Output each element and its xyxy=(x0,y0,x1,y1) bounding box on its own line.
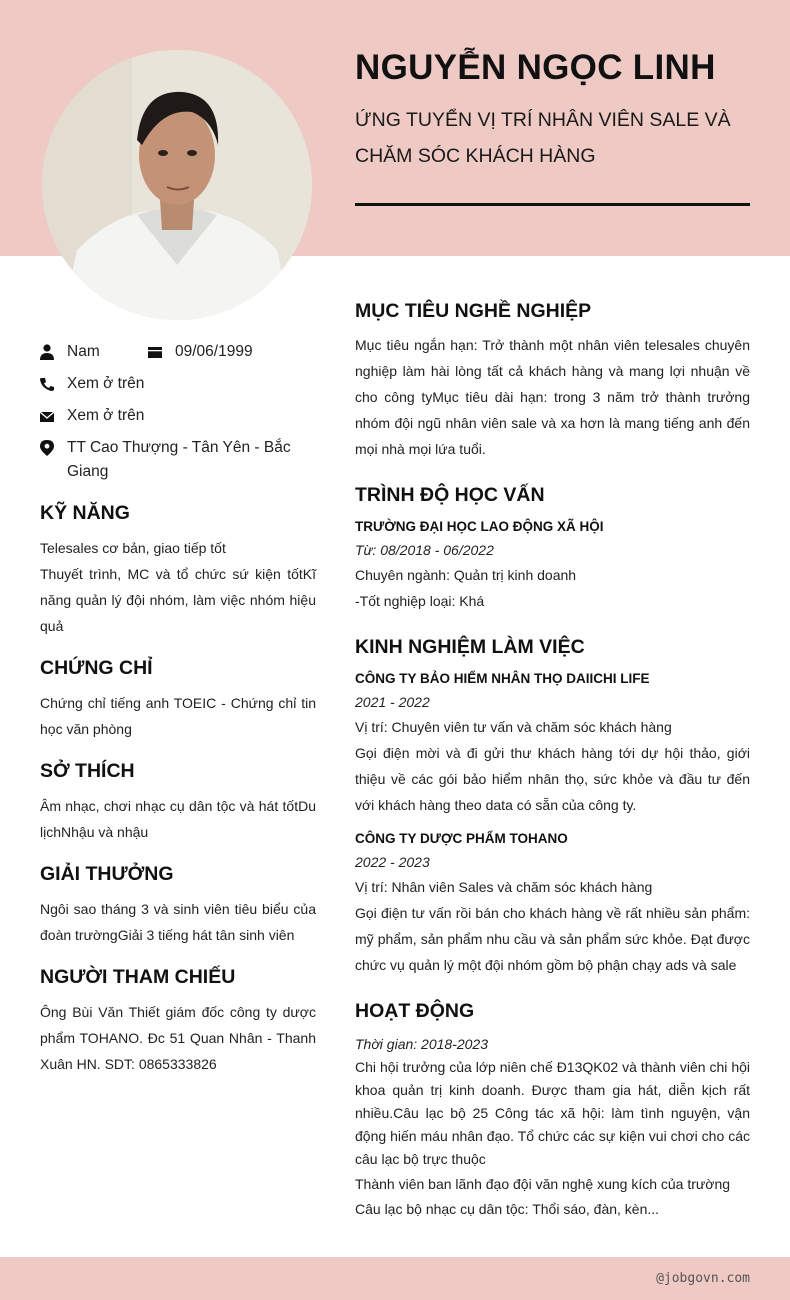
activity-line: Chi hội trưởng của lớp niên chế Đ13QK02 và thành viên chi hội khoa quản trị kinh doanh. Được tham gia hát, diễn kịch rất nhiều.Câu lạc bộ 25 Công tác xã hội: làm tình nguyện, vận động hiến máu nhân đạo. Tổ chức các sự kiện vui chơi cho các câu lạc bộ trực thuộc xyxy=(355,1059,750,1167)
activities-section xyxy=(355,1000,750,1221)
skills-line: Thuyết trình, MC và tổ chức sứ kiện tốtKĩ năng quản lý đội nhóm, làm việc nhóm hiệu quả xyxy=(40,566,316,634)
profile-photo-illustration xyxy=(42,50,312,320)
experience-section xyxy=(355,636,750,978)
person-icon xyxy=(40,344,54,360)
footer-watermark: @jobgovn.com xyxy=(656,1271,750,1286)
certificates-text: Chứng chỉ tiếng anh TOEIC - Chứng chỉ tin học văn phòng xyxy=(40,695,316,737)
awards-heading: GIẢI THƯỞNG xyxy=(40,863,174,885)
job-period: 2021 - 2022 xyxy=(355,694,430,710)
gender-value: Nam xyxy=(67,343,100,360)
objective-text: Mục tiêu ngắn hạn: Trở thành một nhân viên telesales chuyên nghiệp làm hài lòng tất cả khách hàng và mang lợi nhuận về cho công tyMục tiêu dài hạn: trong 3 năm trở thành trưởng nhóm đội ngũ nhân viên sale và xa hơn là mang tiếng anh đến mọi nhà mọi lứa tuổi. xyxy=(355,337,750,457)
job-description: Gọi điện tư vấn rồi bán cho khách hàng về rất nhiều sản phẩm: mỹ phẩm, sản phẩm nhu cầu và sản phẩm sức khỏe. Đạt được chức vụ quản lý một đội nhóm gồm bộ phận chạy ads và sale xyxy=(355,905,750,973)
objective-heading: MỤC TIÊU NGHỀ NGHIỆP xyxy=(355,300,592,322)
skills-heading: KỸ NĂNG xyxy=(40,502,130,524)
references-text: Ông Bùi Văn Thiết giám đốc công ty dược phẩm TOHANO. Đc 51 Quan Nhân - Thanh Xuân HN. SDT: 0865333826 xyxy=(40,1004,316,1072)
school-name: TRƯỜNG ĐẠI HỌC LAO ĐỘNG XÃ HỘI xyxy=(355,519,604,534)
activities-heading: HOẠT ĐỘNG xyxy=(355,1000,475,1022)
address-value: TT Cao Thượng - Tân Yên - Bắc Giang xyxy=(67,439,291,480)
left-column xyxy=(40,340,316,1077)
activity-line: Thành viên ban lãnh đạo đội văn nghệ xung kích của trường xyxy=(355,1176,731,1192)
email-icon xyxy=(40,408,54,424)
education-period: Từ: 08/2018 - 06/2022 xyxy=(355,542,494,558)
gender-birthday-row xyxy=(40,340,316,372)
gender-item xyxy=(40,340,148,364)
job-role: Vị trí: Chuyên viên tư vấn và chăm sóc khách hàng xyxy=(355,719,672,735)
birthday-value: 09/06/1999 xyxy=(175,343,253,360)
activity-line: Câu lạc bộ nhạc cụ dân tộc: Thổi sáo, đàn, kèn... xyxy=(355,1201,660,1217)
job-role: Vị trí: Nhân viên Sales và chăm sóc khách hàng xyxy=(355,879,653,895)
activities-period: Thời gian: 2018-2023 xyxy=(355,1036,488,1052)
certificates-heading: CHỨNG CHỈ xyxy=(40,657,153,679)
objective-section xyxy=(355,300,750,462)
job-period: 2022 - 2023 xyxy=(355,854,430,870)
awards-text: Ngôi sao tháng 3 và sinh viên tiêu biểu của đoàn trườngGiải 3 tiếng hát tân sinh viên xyxy=(40,901,316,943)
education-major: Chuyên ngành: Quản trị kinh doanh xyxy=(355,567,577,583)
profile-photo xyxy=(42,50,312,320)
hobbies-text: Âm nhạc, chơi nhạc cụ dân tộc và hát tốtDu lịchNhậu và nhậu xyxy=(40,798,316,840)
candidate-name: NGUYỄN NGỌC LINH xyxy=(355,48,716,87)
calendar-icon xyxy=(148,344,162,360)
phone-value: Xem ở trên xyxy=(67,375,145,392)
email-value: Xem ở trên xyxy=(67,407,145,424)
education-grade: -Tốt nghiệp loại: Khá xyxy=(355,593,485,609)
experience-heading: KINH NGHIỆM LÀM VIỆC xyxy=(355,636,585,658)
job-description: Gọi điện mời và đi gửi thư khách hàng tới dự hội thảo, giới thiệu về các gói bảo hiểm nhân thọ, sức khỏe và đầu tư đến với khách hàng theo data có sẵn của công ty. xyxy=(355,745,750,813)
hobbies-heading: SỞ THÍCH xyxy=(40,760,135,782)
birthday-item xyxy=(148,340,253,364)
phone-row xyxy=(40,372,316,404)
skills-line: Telesales cơ bản, giao tiếp tốt xyxy=(40,540,226,556)
education-heading: TRÌNH ĐỘ HỌC VẤN xyxy=(355,484,545,506)
job-entry xyxy=(355,668,750,818)
applied-position: ỨNG TUYỂN VỊ TRÍ NHÂN VIÊN SALE VÀ CHĂM SÓC KHÁCH HÀNG xyxy=(355,109,731,167)
job-company: CÔNG TY DƯỢC PHẨM TOHANO xyxy=(355,831,568,846)
address-row xyxy=(40,436,316,484)
job-company: CÔNG TY BẢO HIỂM NHÂN THỌ DAIICHI LIFE xyxy=(355,671,650,686)
job-entry xyxy=(355,828,750,978)
references-heading: NGƯỜI THAM CHIẾU xyxy=(40,966,236,988)
email-row xyxy=(40,404,316,436)
right-column xyxy=(355,300,750,1243)
phone-icon xyxy=(40,376,54,392)
education-section xyxy=(355,484,750,614)
title-divider xyxy=(355,203,750,206)
location-icon xyxy=(40,440,54,456)
